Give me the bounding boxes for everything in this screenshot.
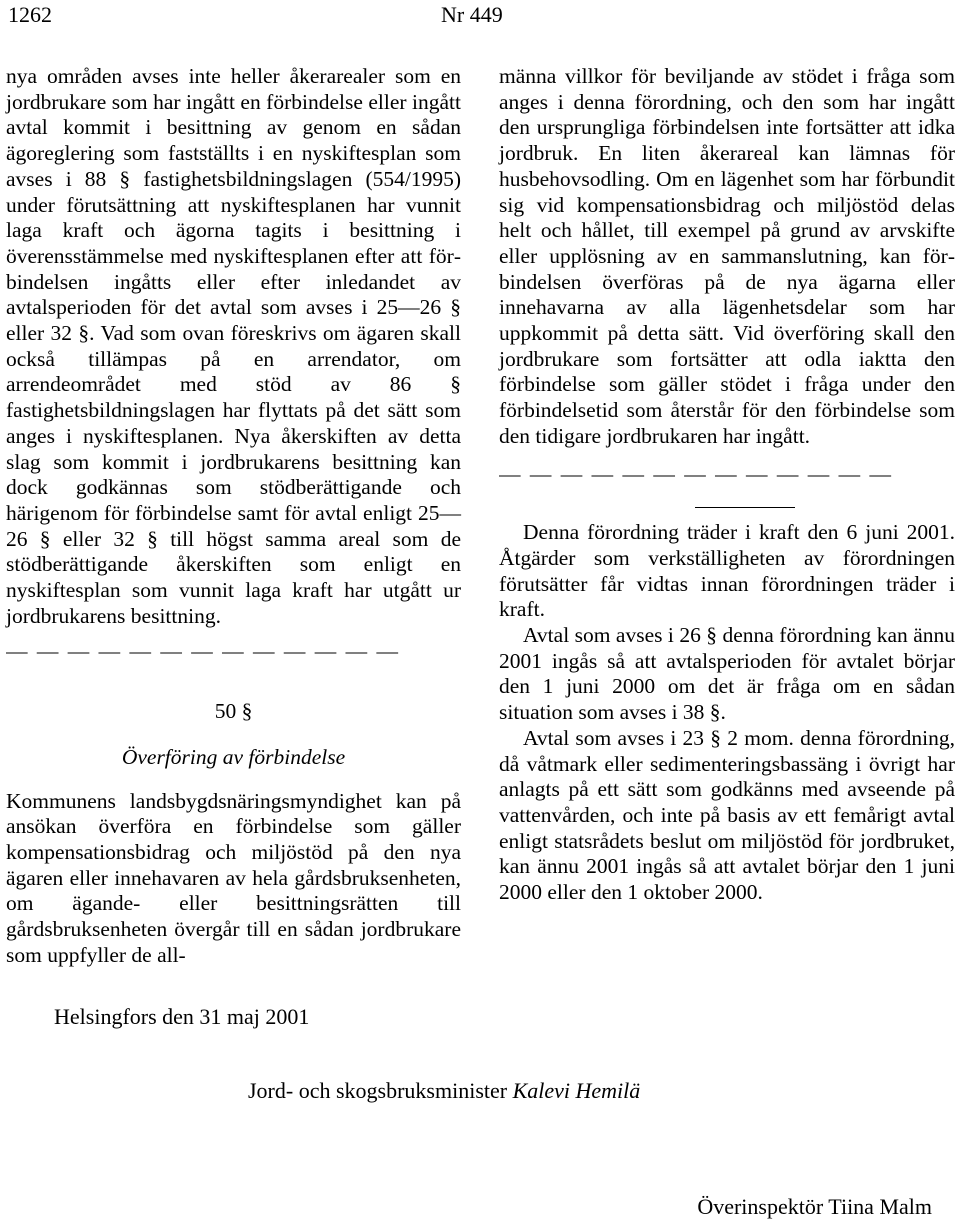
left-column (6, 64, 461, 969)
right-paragraph-3: Avtal som avses i 26 § denna förordning kan ännu 2001 ingås så att avtalsperioden för avtalet börjar den 1 juni 2000 om det är fråga om en sådan situation som avses i 38 §. (499, 623, 955, 725)
minister-title: Jord- och skogsbruksminister (248, 1078, 508, 1103)
minister-name: Kalevi Hemilä (512, 1078, 641, 1103)
page-number: 1262 (8, 2, 52, 27)
right-paragraph-2: Denna förordning träder i kraft den 6 juni 2001. Åtgärder som verkställigheten av förordningen förutsätter får vidtas innan förordningen träder i kraft. (499, 520, 955, 622)
inspector-signature: Överinspektör Tiina Malm (697, 1194, 932, 1219)
section-separator-dashes-right: — — — — — — — — — — — — — (499, 461, 893, 486)
issue-number: Nr 449 (441, 2, 503, 27)
right-column (499, 64, 955, 906)
section-number: 50 § (214, 699, 253, 724)
place-and-date: Helsingfors den 31 maj 2001 (54, 1004, 310, 1029)
minister-signature (248, 1078, 640, 1104)
short-rule-divider (695, 507, 795, 508)
right-paragraph-4: Avtal som avses i 23 § 2 mom. denna förordning, då våtmark eller sedimenteringsbassäng i övrigt har anlagts på ett sätt som godkänns med avseende på vattenvården, och inte på basis av ett femårigt avtal enligt statsrådets beslut om miljöstöd för jordbruket, kan ännu 2001 ingås så att avtalet börjar den 1 juni 2000 eller den 1 oktober 2000. (499, 725, 955, 905)
section-separator-dashes: — — — — — — — — — — — — — (6, 639, 400, 664)
section-title: Överföring av förbindelse (121, 744, 346, 769)
left-paragraph-1: nya områden avses inte heller åkerarealer som en jordbrukare som har ingått en förbindelse eller ingått avtal kommit i besittning av genom en sådan ägoreglering som fastställts i en nyskiftesplan som avses i 88 § fastighetsbildningslagen (554/1995) under förutsättning att nyskiftesplanen har vunnit laga kraft och ägorna tagits i besittning i överensstämmelse med nyskiftesplanen efter att förbindelsen ingåtts eller efter inledandet av avtalsperioden för det avtal som avses i 25—26 § eller 32 §. Vad som ovan föreskrivs om ägaren skall också tillämpas på en arrendator, om arrendeområdet med stöd av 86 § fastighetsbildningslagen har flyttats på det sätt som anges i nyskiftesplanen. Nya åkerskiften av detta slag som kommit i jordbrukarens besittning kan dock godkännas som stödberättigande och härigenom för förbindelse samt för avtal enligt 25—26 § eller 32 § till högst samma areal som de stödberättigande åkerskiften som enligt en nyskiftesplan som vunnit laga kraft har utgått ur jordbrukarens besittning. (6, 64, 461, 628)
right-paragraph-1: männa villkor för beviljande av stödet i fråga som anges i denna förordning, och den som har ingått den ursprungliga förbindelsen inte fortsätter att idka jordbruk. En liten åkerareal kan lämnas för husbehovsodling. Om en lägenhet som har förbundit sig vid kompensationsbidrag och miljöstöd delas helt och hållet, till exempel på grund av arvskifte eller upplösning av en sammanslutning, kan förbindelsen överföras på de nya ägarna eller innehavarna av alla lägenhetsdelar som har uppkommit på detta sätt. Vid överföring skall den jordbrukare som fortsätter att odla iaktta den förbindelse som gäller stödet i fråga under den förbindelsetid som återstår för den förbindelse som den tidigare jordbrukaren har ingått. (499, 64, 955, 448)
left-paragraph-2: Kommunens landsbygdsnäringsmyndighet kan på ansökan överföra en förbindelse som gäller kompensationsbidrag och miljöstöd på den nya ägaren eller innehavaren av hela gårdsbruksenheten, om ägande- eller besittningsrätten till gårdsbruksenheten övergår till en sådan jordbrukare som uppfyller de all- (6, 788, 461, 967)
